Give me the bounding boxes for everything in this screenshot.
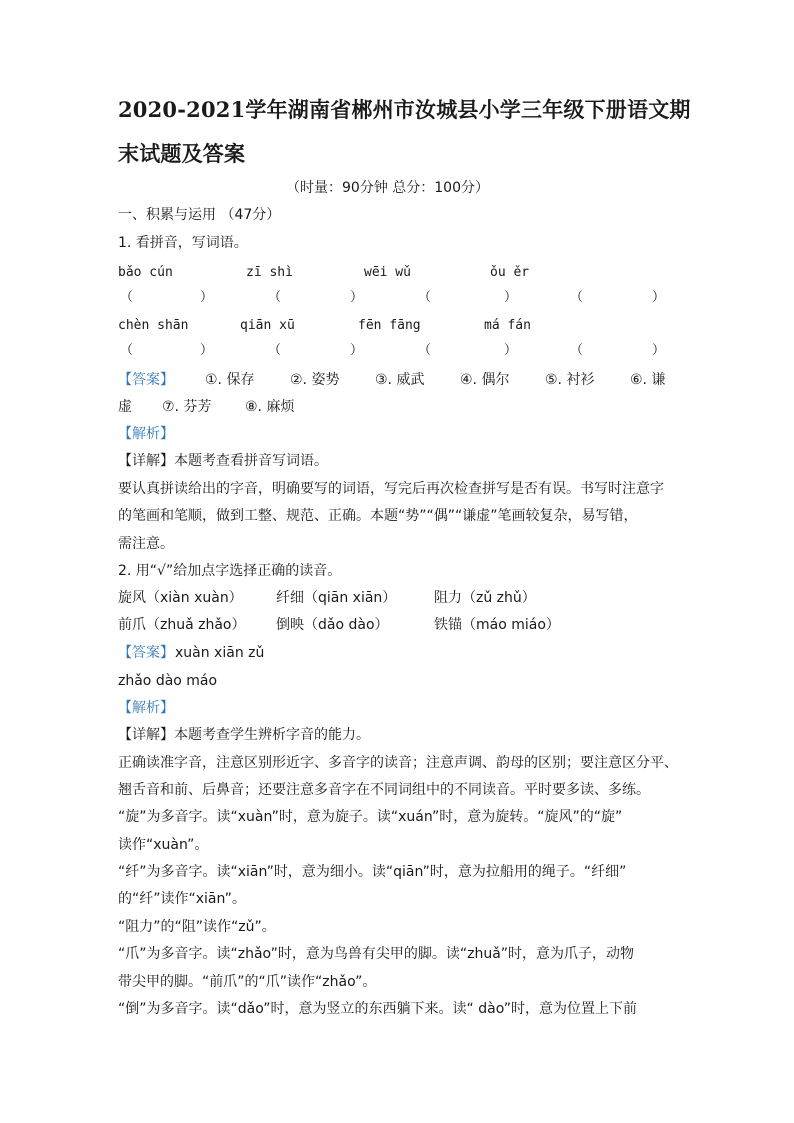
paragraph-line: “纤”为多音字。读“xiān”时，意为细小。读“qiān”时，意为拉船用的绳子。“纤细”	[118, 864, 627, 880]
section-heading: 一、积累与运用 （47分）	[118, 207, 281, 223]
answer-item: ③. 威武	[375, 372, 425, 388]
pinyin-item: wēi wǔ	[364, 265, 411, 280]
pinyin-item: má fán	[484, 318, 531, 333]
blank-open: （	[418, 343, 432, 358]
paragraph-line: 需注意。	[118, 536, 174, 552]
paragraph-line: “倒”为多音字。读“dǎo”时，意为竖立的东西躺下来。读“ dào”时，意为位置上下前	[118, 1001, 638, 1017]
doc-title-line2: 末试题及答案	[118, 141, 246, 166]
blank-open: （	[570, 290, 584, 305]
reading-option: 倒映（dǎo dào）	[276, 617, 389, 633]
reading-option: 前爪（zhuǎ zhǎo）	[118, 617, 246, 633]
answer-item: ⑥. 谦	[630, 372, 666, 388]
blank-open: （	[268, 290, 282, 305]
answer-tag: 【答案】	[118, 645, 174, 661]
doc-title-line1: 2020-2021学年湖南省郴州市汝城县小学三年级下册语文期	[118, 97, 691, 122]
paragraph-line: “阻力”的“阻”读作“zǔ”。	[118, 919, 276, 935]
blank-open: （	[570, 343, 584, 358]
answer-text: zhǎo dào máo	[118, 673, 218, 689]
paragraph-line: 正确读准字音，注意区别形近字、多音字的读音；注意声调、韵母的区别；要注意区分平、	[118, 755, 678, 771]
blank-close: ）	[652, 290, 666, 305]
blank-open: （	[120, 290, 134, 305]
blank-open: （	[418, 290, 432, 305]
blank-close: ）	[350, 343, 364, 358]
answer-item: ⑧. 麻烦	[245, 399, 295, 415]
analysis-tag: 【解析】	[118, 700, 174, 716]
paragraph-line: 要认真拼读给出的字音，明确要写的词语，写完后再次检查拼写是否有误。书写时注意字	[118, 481, 664, 497]
question-1-label: 1. 看拼音，写词语。	[118, 235, 248, 251]
answer-tag: 【答案】	[118, 372, 174, 388]
blank-close: ）	[350, 290, 364, 305]
detail-heading: 【详解】本题考查看拼音写词语。	[118, 453, 328, 469]
reading-option: 旋风（xiàn xuàn）	[118, 590, 243, 606]
paragraph-line: 的笔画和笔顺，做到工整、规范、正确。本题“势”“偶”“谦虚”笔画较复杂，易写错，	[118, 508, 638, 524]
answer-item: ②. 姿势	[290, 372, 340, 388]
pinyin-item: bǎo cún	[118, 265, 173, 280]
blank-open: （	[268, 343, 282, 358]
reading-option: 纤细（qiān xiān）	[276, 590, 397, 606]
blank-close: ）	[504, 290, 518, 305]
paragraph-line: 读作“xuàn”。	[118, 837, 209, 853]
pinyin-item: chèn shān	[118, 318, 189, 333]
detail-heading: 【详解】本题考查学生辨析字音的能力。	[118, 727, 370, 743]
reading-option: 铁锚（máo miáo）	[434, 617, 560, 633]
blank-close: ）	[504, 343, 518, 358]
paragraph-line: 翘舌音和前、后鼻音；还要注意多音字在不同词组中的不同读音。平时要多读、多练。	[118, 782, 650, 798]
question-2-label: 2. 用“√”给加点字选择正确的读音。	[118, 563, 342, 579]
pinyin-item: ǒu ěr	[490, 265, 530, 280]
paragraph-line: “爪”为多音字。读“zhǎo”时，意为鸟兽有尖甲的脚。读“zhuǎ”时，意为爪子，动物	[118, 946, 635, 962]
answer-item: ⑦. 芬芳	[162, 399, 212, 415]
blank-open: （	[120, 343, 134, 358]
pinyin-item: qiān xū	[240, 318, 295, 333]
doc-subtitle: （时量：90分钟 总分：100分）	[286, 180, 489, 196]
reading-option: 阻力（zǔ zhǔ）	[434, 590, 536, 606]
answer-item: 虚	[118, 399, 132, 415]
blank-close: ）	[200, 343, 214, 358]
paragraph-line: 的“纤”读作“xiān”。	[118, 891, 246, 907]
blank-close: ）	[652, 343, 666, 358]
pinyin-item: zī shì	[246, 265, 293, 280]
pinyin-item: fēn fāng	[358, 318, 421, 333]
analysis-tag: 【解析】	[118, 426, 174, 442]
answer-text: xuàn xiān zǔ	[175, 645, 265, 661]
paragraph-line: “旋”为多音字。读“xuàn”时，意为旋子。读“xuán”时，意为旋转。“旋风”的“旋”	[118, 809, 623, 825]
blank-close: ）	[200, 290, 214, 305]
answer-item: ④. 偶尔	[460, 372, 510, 388]
paragraph-line: 带尖甲的脚。“前爪”的“爪”读作“zhǎo”。	[118, 974, 377, 990]
answer-item: ①. 保存	[205, 372, 255, 388]
answer-item: ⑤. 衬衫	[545, 372, 595, 388]
